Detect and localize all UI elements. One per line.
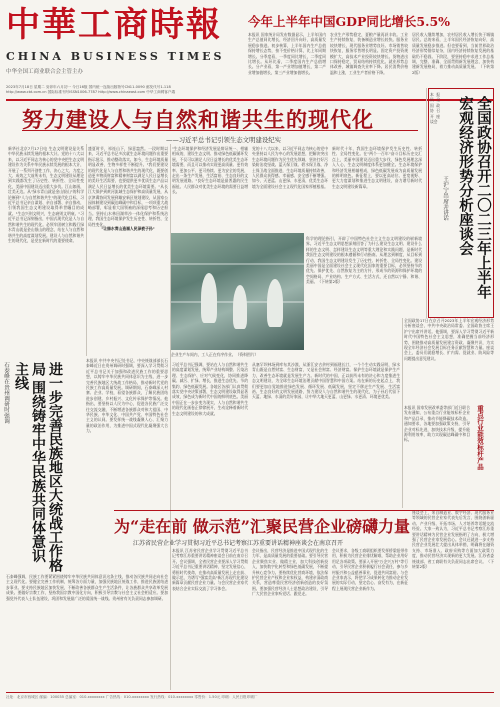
footer-info: 社址：北京市西城区 邮编：100035 总编室：010-xxxxxxxx 广告热线：010-xxxxxxxx 发行热线：010-xxxxxxxx 零售价：1.50元 印刷：人民日报印刷厂 — [6, 695, 258, 699]
lead-body-col6: 科学的理论指引，开辟了中国特色社会主义生态文明建设的崭新境界。习近平生态文明思想深刻回答了为什么建设生态文明、建设什么样的生态文明、怎样建设生态文明等重大理论和实践问题，是新时代我国生态文明建设的根本遵循和行动指南。从理念到制度，从目标到行动，我国生态文明建设发生了历史性、转折性、全局性变化。建设美丽中国是全面建设社会主义现代化国家的重要目标，必须坚持节约优先、保护优先、自然恢复为主的方针，形成节约资源和保护环境的空间格局、产业结构、生产方式、生活方式，还自然以宁静、和谐、美丽。（下转第2版） — [306, 236, 422, 285]
masthead-issue-line: 2023年7月18日 星期二 癸卯年六月初一 今日16版 国内统一连续出版物号CN11-0090 邮发代号1-118 — [6, 85, 171, 89]
lead-body-col2: 盛夏时节，祁连山下，绿意盎然。一段时期以来，习近平总书记多次就生态环境问题作出重要指示批示，推动整改落实。如今，生态环境质量明显改善，生物多样性不断提升。"我们要建设的现代化是人与自然和谐共生的现代化，既要创造更多物质财富和精神财富以满足人民日益增长的美好生活需要，也要提供更多优质生态产品以满足人民日益增长的优美生态环境需要。"从长江大保护到黄河流域生态保护和高质量发展，从京津冀协同发展到雄安新区规划建设，从国家公园体制建设到碳达峰碳中和目标，一项项重大战略部署，彰显着大国领袖的深邃思考和历史担当。坚持山水林田湖草沙一体化保护和系统治理，我国生态环境保护发生历史性、转折性、全局性变化。 — [88, 146, 168, 227]
cppcc-body: 全国政协17日在京召开2023年上半年宏观经济形势分析座谈会，中共中央政治局常委、全国政协主席王沪宁出席并讲话。他强调，要深入学习贯彻习近平新时代中国特色社会主义思想，准确把握当前经济形势，围绕推动高质量发展建言资政、凝聚共识，为实现全年经济社会发展目标任务贡献智慧和力量。座谈会上，委员们就稳增长、扩内需、促就业、防风险等问题提出意见建议。 — [404, 318, 494, 361]
cppcc-headline: 全国政协召开二〇二三年上半年宏观经济形势分析座谈会 — [457, 96, 492, 299]
left-story-subheadline: 石泰峰在贵州调研时强调 — [3, 362, 9, 424]
gdp-body-col2: 农业生产形势稳定，夏粮产量再获丰收。工业生产持续恢复，装备制造业增长较快。服务业较快增长，现代服务业增势良好。市场销售较快恢复，服务零售增长明显。固定资产投资规模扩大，高技术产业投资较快增长。货物进出口保持稳定，贸易结构持续优化。就业形势总体改善，城镇调查失业率下降。居民消费价格温和上涨，工业生产者价格下降。 — [330, 32, 408, 75]
left-story-body: 本报讯 中共中央书记处书记、中央统战部部长石泰峰近日在贵州调研时强调，要深入学习贯彻习近平总书记关于加强和改进民族工作的重要思想，以铸牢中华民族共同体意识为主线，进一步完善民族地区大统战工作格局，推动新时代党的民族工作高质量发展。调研期间，石泰峰深入村寨、企业、学校，看望各族群众，了解民族团结进步创建、乡村振兴、文化传承保护等情况。他指出，要坚持以人民为中心，促进各民族广泛交往交流交融，不断增进各族群众对伟大祖国、中华民族、中华文化、中国共产党、中国特色社会主义的认同。要发挥统一战线凝聚人心、汇聚力量的政治作用，为推进中国式现代化凝聚强大合力。 — [86, 358, 168, 434]
lead-body-col4: 党的十八大以来，以习近平同志为核心的党中央坚持以人民为中心的发展思想，把解决突出生态环境问题作为民生优先领域，坚决打好污染防治攻坚战。蓝天保卫战、碧水保卫战、净土保卫战全面推进，生态环境质量持续改善，人民群众获得感、幸福感、安全感不断增强。如今，天更蓝、山更绿、水更清，优美生态环境为全面建设社会主义现代化国家厚植根基。 — [252, 146, 328, 189]
lead-continued-col1: 习近平总书记强调，要站在人与自然和谐共生的高度谋划发展，统筹产业结构调整、污染治理、生态保护、应对气候变化，协同推进降碳、减污、扩绿、增长，推进生态优先、节约集约、绿色低碳发展。各地区各部门认真贯彻落实党中央决策部署，生态文明建设取得显著成效，绿色成为新时代中国的鲜明底色。美丽中国正在一步步变为现实，人与自然和谐共生的现代化画卷正徐徐展开，生动诠释着新时代生态文明建设的伟大成就。 — [172, 362, 248, 416]
masthead-divider — [6, 99, 494, 101]
energy-headline: 重点行业能效标杆产品 — [476, 405, 484, 470]
photo-caption: 企业生产车间内，工人正在有序作业。（资料图片） — [171, 352, 259, 357]
left-story-body-lower: 石泰峰强调，民族工作要紧紧围绕铸牢中华民族共同体意识这条主线，推动各民族共同走向社会主义现代化。要健全完善工作机制，统筹各方面力量，加强民族地区统战工作，推进民族团结进步事业。要支持民族地区加快发展，不断改善各族群众生产生活条件，让各族群众共享改革发展成果。要做好宗教工作，坚持我国宗教中国化方向，积极引导宗教与社会主义社会相适应。要加强党外代表人士队伍建设，巩固和发展最广泛的爱国统一战线。贵州省有关负责同志参加调研。 — [6, 574, 168, 601]
factory-photo — [171, 233, 304, 350]
left-story-headline: 进一步完善民族地区大统战工作格局 围绕铸牢中华民族共同体意识主线 — [13, 362, 63, 572]
lead-headline: 努力建设人与自然和谐共生的现代化 — [22, 107, 374, 132]
masthead-info — [6, 85, 234, 95]
lead-continued-col2: 从塞罕坝林场到库布其沙漠，从浙江安吉余村到福建长汀，一个个生动实践证明，绿水青山既是自然财富、生态财富，又是社会财富、经济财富。保护生态环境就是保护生产力，改善生态环境就是发展生产力。新时代的中国，正以前所未有的决心和力度推进生态文明建设，为全球生态环境治理贡献中国智慧和中国方案。站在新的历史起点上，我们要更加自觉地推进绿色发展、循环发展、低碳发展，坚定不移走生产发展、生活富裕、生态良好的文明发展道路，努力建设人与自然和谐共生的现代化，为子孙后代留下天蓝、地绿、水清的美好家园，让中华大地天更蓝、山更绿、水更清、环境更优美。 — [252, 362, 400, 400]
column-rule — [86, 144, 87, 356]
cppcc-body-narrow: 本报讯全国政协召开座谈会 — [430, 92, 440, 125]
masthead-english: CHINA BUSINESS TIMES — [6, 50, 225, 63]
masthead-slogan: 中华全国工商业联合会主管主办 — [6, 69, 84, 75]
bottom-headline: 为“走在前 做示范”汇聚民营企业磅礴力量 — [114, 517, 410, 536]
masthead-web-line: http://www.cbt.com.cn 国际标准刊号ISSN1006-7787 http://www.chinaeast.com 中华工商网客户端 — [6, 90, 176, 94]
lead-body-col1: 新华社北京7月17日电 生态文明建设是关系中华民族永续发展的根本大计。党的十八大以来，以习近平同志为核心的党中央把生态文明建设作为关系中华民族永续发展的根本大计，开展了一系列开创性工作，决心之大、力度之大、成效之大前所未有，生态文明建设从理论到实践都发生了历史性、转折性、全局性变化，美丽中国建设迈出重大步伐。江山如画，壮美无边。从"绿水青山就是金山银山"的科学论断到"人与自然和谐共生"的现代化目标，习近平总书记亲自谋划、亲自部署、亲自推动，引领我国生态文明建设取得举世瞩目的成就。"生态兴则文明兴，生态衰则文明衰。"习近平总书记深刻指出，中国式现代化是人与自然和谐共生的现代化。必须牢固树立和践行绿水青山就是金山银山的理念，站在人与自然和谐共生的高度谋划发展。建设人与自然和谐共生的现代化，是党在新时代的重要使命。 — [8, 146, 84, 243]
lead-rule — [22, 130, 418, 131]
column-rule — [426, 88, 427, 318]
lead-body-col5: 新时代十年，我国生态环境保护发生历史性、转折性、全局性变化。在"两个一百年"奋斗目标历史交汇点上，美丽中国建设迈出重大步伐，绿色发展理念深入人心，生态文明制度体系更加健全。生态环境保护和经济发展相辅相成，绿色低碳发展成为高质量发展的鲜明底色。新征程上，要以更高站位、更宽视野、更大力度谋划和推进生态文明建设，奋力谱写新时代生态文明建设新篇章。 — [332, 146, 422, 189]
energy-body: 本报讯 国家发展改革委等部门近日联合发布通知，公布重点行业能效标杆企业和产品目录，推动节能降碳技术改造。通知要求，各地要加强政策支持，引导企业对标先进，加快技术升级，提升能源利用效率，助力实现碳达峰碳中和目标。 — [404, 405, 470, 443]
masthead-title: 中華工商時報 — [6, 5, 222, 45]
gdp-headline: 今年上半年中国GDP同比增长5.5% — [248, 14, 451, 29]
bottom-body-col3: 会议要求，各级工商联组织要发挥桥梁纽带作用，积极为民营企业排忧解难，帮助企业用好用足各项政策。要深入开展"万企兴万村"等行动，引导民营企业积极履行社会责任，参与乡村振兴和公益慈善事业，促进共同富裕。与会企业家表示，将把学习成果转化为推动企业发展的实际行动，坚定信心、奋发有为，在新征程上展现民营企业新作为。 — [332, 548, 408, 591]
bottom-body-col4: 座谈会上，来自制造业、数字经济、现代服务业等领域的民营企业家代表先后发言，围绕创新驱动、产业升级、开拓市场、人才培养等话题交流经验。大家一致认为，习近平总书记考察江苏重要讲话精神为民营企业发展指明了方向，极大增强了民营企业家发展信心。会议还就进一步支持民营企业发展壮大提出具体举措，明确将在融资支持、市场准入、政府采购等方面加大政策力度，推动民营经济实现新的更大发展。江苏省委统战部、省工商联有关负责同志出席会议。（下转第2版） — [412, 510, 494, 570]
column-rule — [170, 144, 171, 690]
lead-subheadline: ——习近平总书记引领生态文明建设纪实 — [166, 136, 282, 144]
footer-rule — [6, 692, 494, 693]
gdp-body-col3: 居民收入继续增加，农村居民收入增长快于城镇居民。总的来看，上半年国民经济恢复向好，高质量发展稳步推进。但也要看到，当前世界政治经济形势错综复杂，国内经济持续恢复发展的基础仍不稳固。下阶段，要坚持稳中求进工作总基调，完整、准确、全面贯彻新发展理念，加快构建新发展格局，着力推动高质量发展。（下转第2版） — [412, 32, 494, 75]
cppcc-subheadline: 王沪宁出席并讲话 — [442, 176, 448, 221]
bottom-subheadline: 江苏省民营企业学习贯彻习近平总书记考察江苏重要讲话精神座谈会在南京召开 — [133, 540, 344, 547]
lead-body-col3: "生态环境保护和经济发展是辩证统一、相辅相成的，建设生态文明、推动绿色低碳循环发展，不仅可以满足人民日益增长的优美生态环境需要，而且可以推动实现更高质量、更有效率、更加公平、更可持续、更为安全的发展，走出一条生产发展、生活富裕、生态良好的文明发展道路。"良好生态环境是最普惠的民生福祉。人民群众对优美生态环境的需要日益增长。 — [172, 146, 248, 195]
masthead — [6, 6, 231, 75]
lead-section-head: "让绿水青山造福人民泽被子孙" — [101, 226, 155, 231]
bottom-body-col1: 本报讯 江苏省民营企业学习贯彻习近平总书记考察江苏重要讲话精神座谈会日前在南京召开。会议强调，全省民营企业要深入学习贯彻习近平总书记重要讲话精神，坚定发展信心，勇担时代使命，在推动高质量发展上走在前、做示范，为谱写"强富美高"新江苏现代化建设新篇章贡献民营企业力量。与会民营企业家代表结合企业实际交流了学习体会。 — [172, 548, 248, 591]
bottom-body-col2: 会议指出，民营经济是推进中国式现代化的生力军，是高质量发展的重要基础。要引导民营企业聚焦实业、做精主业，加大科技创新投入，加快数字化转型和绿色低碳发展，不断提升核心竞争力。要持续优化营商环境，依法保护民营企业产权和企业家权益，构建亲清政商关系，营造尊重民营经济创新创造的良好氛围。要加强民营经济人士思想政治建设，引导广大民营企业家听党话、跟党走。 — [252, 548, 328, 597]
column-rule — [402, 318, 403, 508]
gdp-body-col1: 本报讯 国家统计局发布数据显示，上半年国内生产总值同比增长，经济回升向好，高质量发展稳步推进。初步核算，上半年国内生产总值保持增长态势，按不变价格计算，比上年同期增长。分季度看，一季度同比增长，二季度同比增长。从环比看，二季度国内生产总值增长。分产业看，第一产业增加值增长，第二产业增加值增长，第三产业增加值增长。 — [248, 32, 326, 75]
